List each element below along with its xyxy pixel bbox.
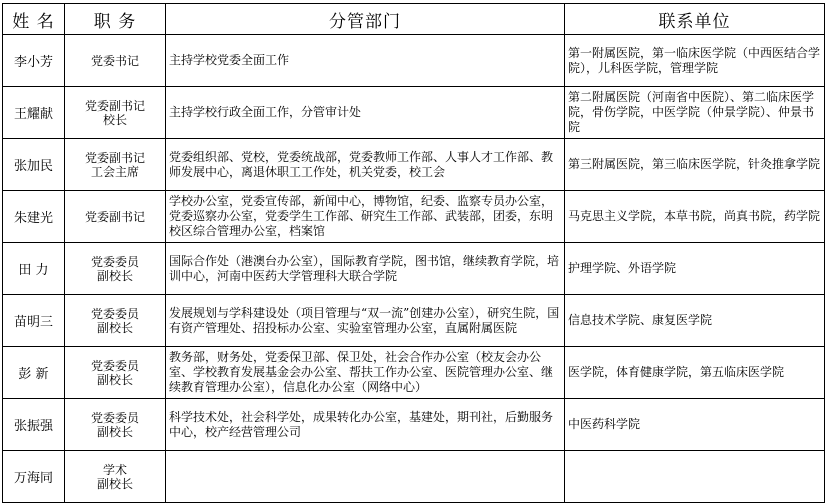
- table-body: [3, 35, 825, 503]
- cell-title: [65, 451, 166, 503]
- cell-title: [65, 191, 166, 243]
- cell-title: [65, 87, 166, 139]
- title-line: 校长: [102, 112, 127, 127]
- cell-contact-unit: 医学院，体育健康学院，第五临床医学院: [565, 347, 825, 399]
- title-line: 学术: [102, 462, 127, 477]
- header-title: 职 务: [65, 4, 166, 35]
- header-name: 姓 名: [3, 4, 65, 35]
- table-row: [3, 347, 825, 399]
- cell-department: 发展规划与学科建设处（项目管理与“双一流”创建办公室），研究生院，国有资产管理处、招投标办公室、实验室管理办公室，直属附属医院: [166, 295, 565, 347]
- cell-title: [65, 139, 166, 191]
- title-line: 党委副书记: [84, 209, 145, 224]
- cell-title: [65, 35, 166, 87]
- cell-name: 张加民: [3, 139, 65, 191]
- title-line: 副校长: [96, 268, 133, 283]
- title-line: 副校长: [96, 372, 133, 387]
- header-dept: 分管部门: [166, 4, 565, 35]
- cell-name: 苗明三: [3, 295, 65, 347]
- cell-name: 田 力: [3, 243, 65, 295]
- table-row: [3, 451, 825, 503]
- title-line: 副校长: [96, 320, 133, 335]
- cell-department: 学校办公室，党委宣传部，新闻中心，博物馆，纪委、监察专员办公室，党委巡察办公室，党委学生工作部、研究生工作部、武装部，团委，东明校区综合管理办公室，档案馆: [166, 191, 565, 243]
- cell-contact-unit: 马克思主义学院，本草书院，尚真书院，药学院: [565, 191, 825, 243]
- header-unit: 联系单位: [565, 4, 825, 35]
- title-line: 党委委员: [90, 358, 139, 373]
- cell-contact-unit: 第二附属医院（河南省中医院）、第二临床医学院，骨伤学院，中医学院（仲景学院）、仲景书院: [565, 87, 825, 139]
- title-line: 党委委员: [90, 254, 139, 269]
- cell-contact-unit: 信息技术学院、康复医学院: [565, 295, 825, 347]
- cell-contact-unit: [565, 451, 825, 503]
- title-line: 副校长: [96, 424, 133, 439]
- cell-name: 张振强: [3, 399, 65, 451]
- title-line: 党委委员: [90, 410, 139, 425]
- cell-title: [65, 243, 166, 295]
- table-row: [3, 295, 825, 347]
- cell-contact-unit: 第三附属医院，第三临床医学院，针灸推拿学院: [565, 139, 825, 191]
- cell-contact-unit: 中医药科学院: [565, 399, 825, 451]
- table-row: [3, 35, 825, 87]
- title-line: 党委书记: [90, 53, 139, 68]
- cell-name: 朱建光: [3, 191, 65, 243]
- header-row: [3, 4, 825, 35]
- cell-title: [65, 347, 166, 399]
- cell-title: [65, 295, 166, 347]
- title-line: 党委副书记: [84, 150, 145, 165]
- title-line: 党委副书记: [84, 98, 145, 113]
- title-line: 工会主席: [90, 164, 139, 179]
- title-line: 副校长: [96, 476, 133, 491]
- cell-name: 彭 新: [3, 347, 65, 399]
- cell-name: 李小芳: [3, 35, 65, 87]
- table-row: [3, 87, 825, 139]
- cell-department: 党委组织部、党校，党委统战部，党委教师工作部、人事人才工作部、教师发展中心，离退休职工工作处，机关党委，校工会: [166, 139, 565, 191]
- cell-department: 主持学校党委全面工作: [166, 35, 565, 87]
- cell-department: [166, 451, 565, 503]
- table-row: [3, 399, 825, 451]
- table-row: [3, 139, 825, 191]
- cell-contact-unit: 护理学院、外语学院: [565, 243, 825, 295]
- cell-department: 教务部，财务处，党委保卫部、保卫处，社会合作办公室（校友会办公室、学校教育发展基金会办公室、帮扶工作办公室、医院管理办公室、继续教育管理办公室），信息化办公室（网络中心）: [166, 347, 565, 399]
- cell-department: 主持学校行政全面工作，分管审计处: [166, 87, 565, 139]
- cell-name: 万海同: [3, 451, 65, 503]
- table-row: [3, 243, 825, 295]
- cell-name: 王耀献: [3, 87, 65, 139]
- cell-title: [65, 399, 166, 451]
- cell-department: 国际合作处（港澳台办公室），国际教育学院，图书馆，继续教育学院，培训中心，河南中医药大学管理科大联合学院: [166, 243, 565, 295]
- table-row: [3, 191, 825, 243]
- cell-contact-unit: 第一附属医院，第一临床医学院（中西医结合学院），儿科医学院，管理学院: [565, 35, 825, 87]
- cell-department: 科学技术处，社会科学处，成果转化办公室，基建处，期刊社，后勤服务中心，校产经营管理公司: [166, 399, 565, 451]
- title-line: 党委委员: [90, 306, 139, 321]
- leadership-division-table: [2, 3, 825, 503]
